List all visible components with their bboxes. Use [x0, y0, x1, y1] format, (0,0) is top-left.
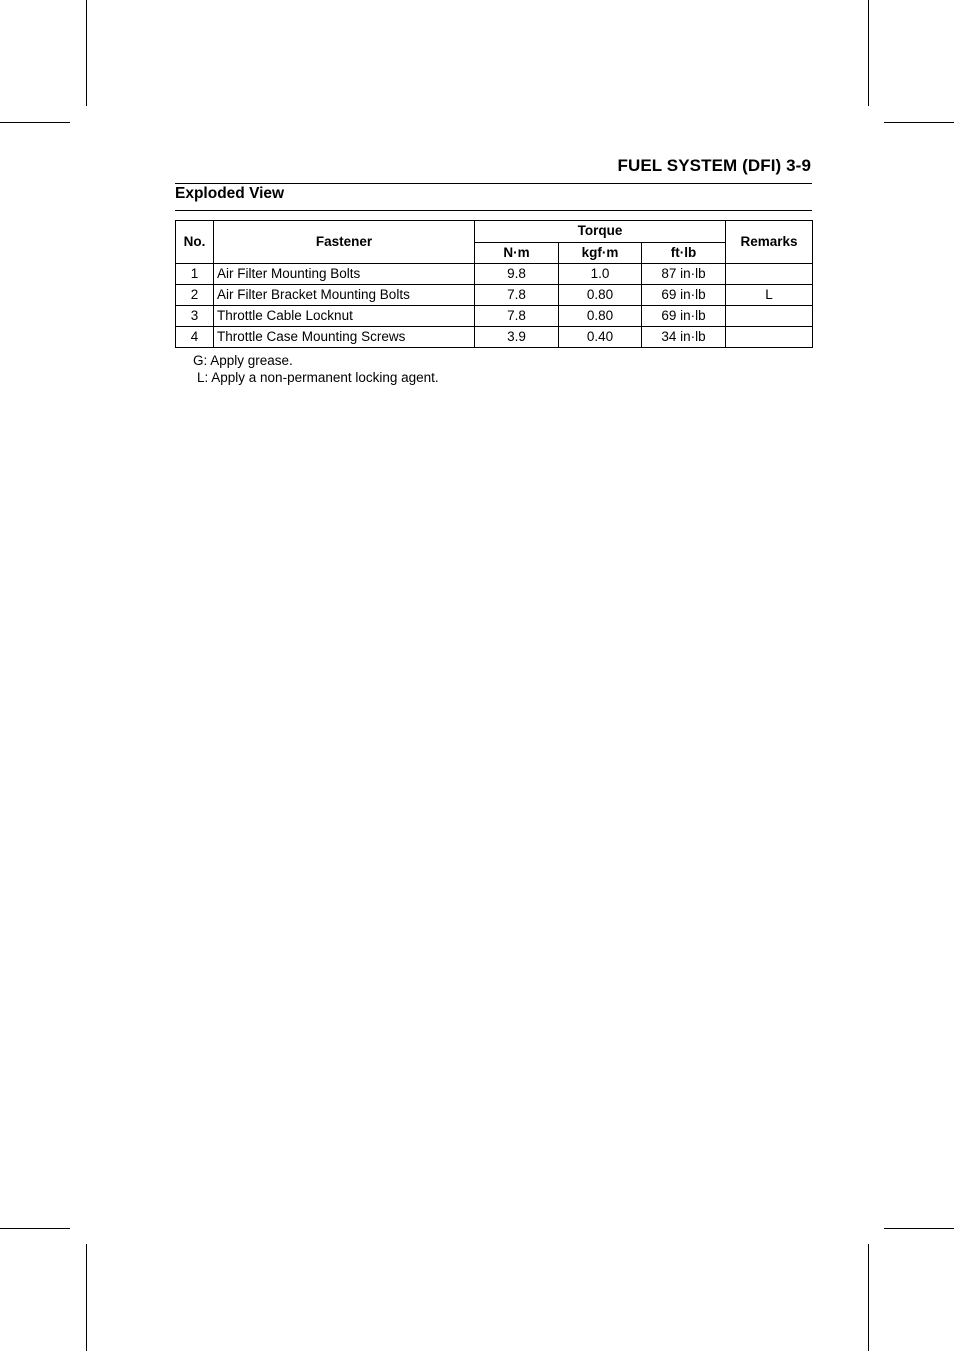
table-row — [176, 285, 813, 306]
header-no: No. — [176, 221, 214, 264]
cell-no: 2 — [176, 285, 214, 306]
cell-fastener: Air Filter Mounting Bolts — [214, 264, 475, 285]
table-row — [176, 327, 813, 348]
cell-kgfm: 0.40 — [559, 327, 642, 348]
cell-ftlb: 69 in·lb — [642, 285, 726, 306]
header-torque: Torque — [475, 221, 726, 243]
crop-mark-bottom-left-vertical — [86, 1244, 87, 1351]
header-kgfm: kgf·m — [559, 242, 642, 264]
cell-no: 1 — [176, 264, 214, 285]
header-remarks: Remarks — [726, 221, 813, 264]
cell-remarks: L — [726, 285, 813, 306]
crop-mark-bottom-right-vertical — [868, 1244, 869, 1351]
page-header-title: FUEL SYSTEM (DFI) 3-9 — [617, 156, 811, 175]
header-rule — [175, 183, 812, 184]
note-grease: G: Apply grease. — [193, 353, 293, 368]
cell-fastener: Throttle Cable Locknut — [214, 306, 475, 327]
header-nm: N·m — [475, 242, 559, 264]
header-fastener: Fastener — [214, 221, 475, 264]
table-header-row — [176, 221, 813, 243]
cell-nm: 7.8 — [475, 285, 559, 306]
cell-nm: 3.9 — [475, 327, 559, 348]
cell-kgfm: 1.0 — [559, 264, 642, 285]
cell-remarks — [726, 306, 813, 327]
crop-mark-bottom-left-horizontal — [0, 1228, 70, 1229]
cell-kgfm: 0.80 — [559, 285, 642, 306]
cell-remarks — [726, 327, 813, 348]
table-row — [176, 264, 813, 285]
torque-table — [175, 220, 813, 348]
cell-fastener: Throttle Case Mounting Screws — [214, 327, 475, 348]
cell-kgfm: 0.80 — [559, 306, 642, 327]
cell-nm: 9.8 — [475, 264, 559, 285]
cell-remarks — [726, 264, 813, 285]
header-ftlb: ft·lb — [642, 242, 726, 264]
cell-no: 4 — [176, 327, 214, 348]
crop-mark-top-left-vertical — [86, 0, 87, 106]
crop-mark-top-right-horizontal — [884, 122, 954, 123]
cell-nm: 7.8 — [475, 306, 559, 327]
cell-ftlb: 34 in·lb — [642, 327, 726, 348]
section-title: Exploded View — [175, 185, 285, 202]
table-row — [176, 306, 813, 327]
note-locking-agent: L: Apply a non-permanent locking agent. — [197, 370, 439, 385]
cell-ftlb: 69 in·lb — [642, 306, 726, 327]
table-notes — [193, 352, 439, 386]
cell-ftlb: 87 in·lb — [642, 264, 726, 285]
section-rule — [175, 210, 812, 211]
crop-mark-top-right-vertical — [868, 0, 869, 106]
cell-no: 3 — [176, 306, 214, 327]
crop-mark-top-left-horizontal — [0, 122, 70, 123]
cell-fastener: Air Filter Bracket Mounting Bolts — [214, 285, 475, 306]
crop-mark-bottom-right-horizontal — [884, 1228, 954, 1229]
